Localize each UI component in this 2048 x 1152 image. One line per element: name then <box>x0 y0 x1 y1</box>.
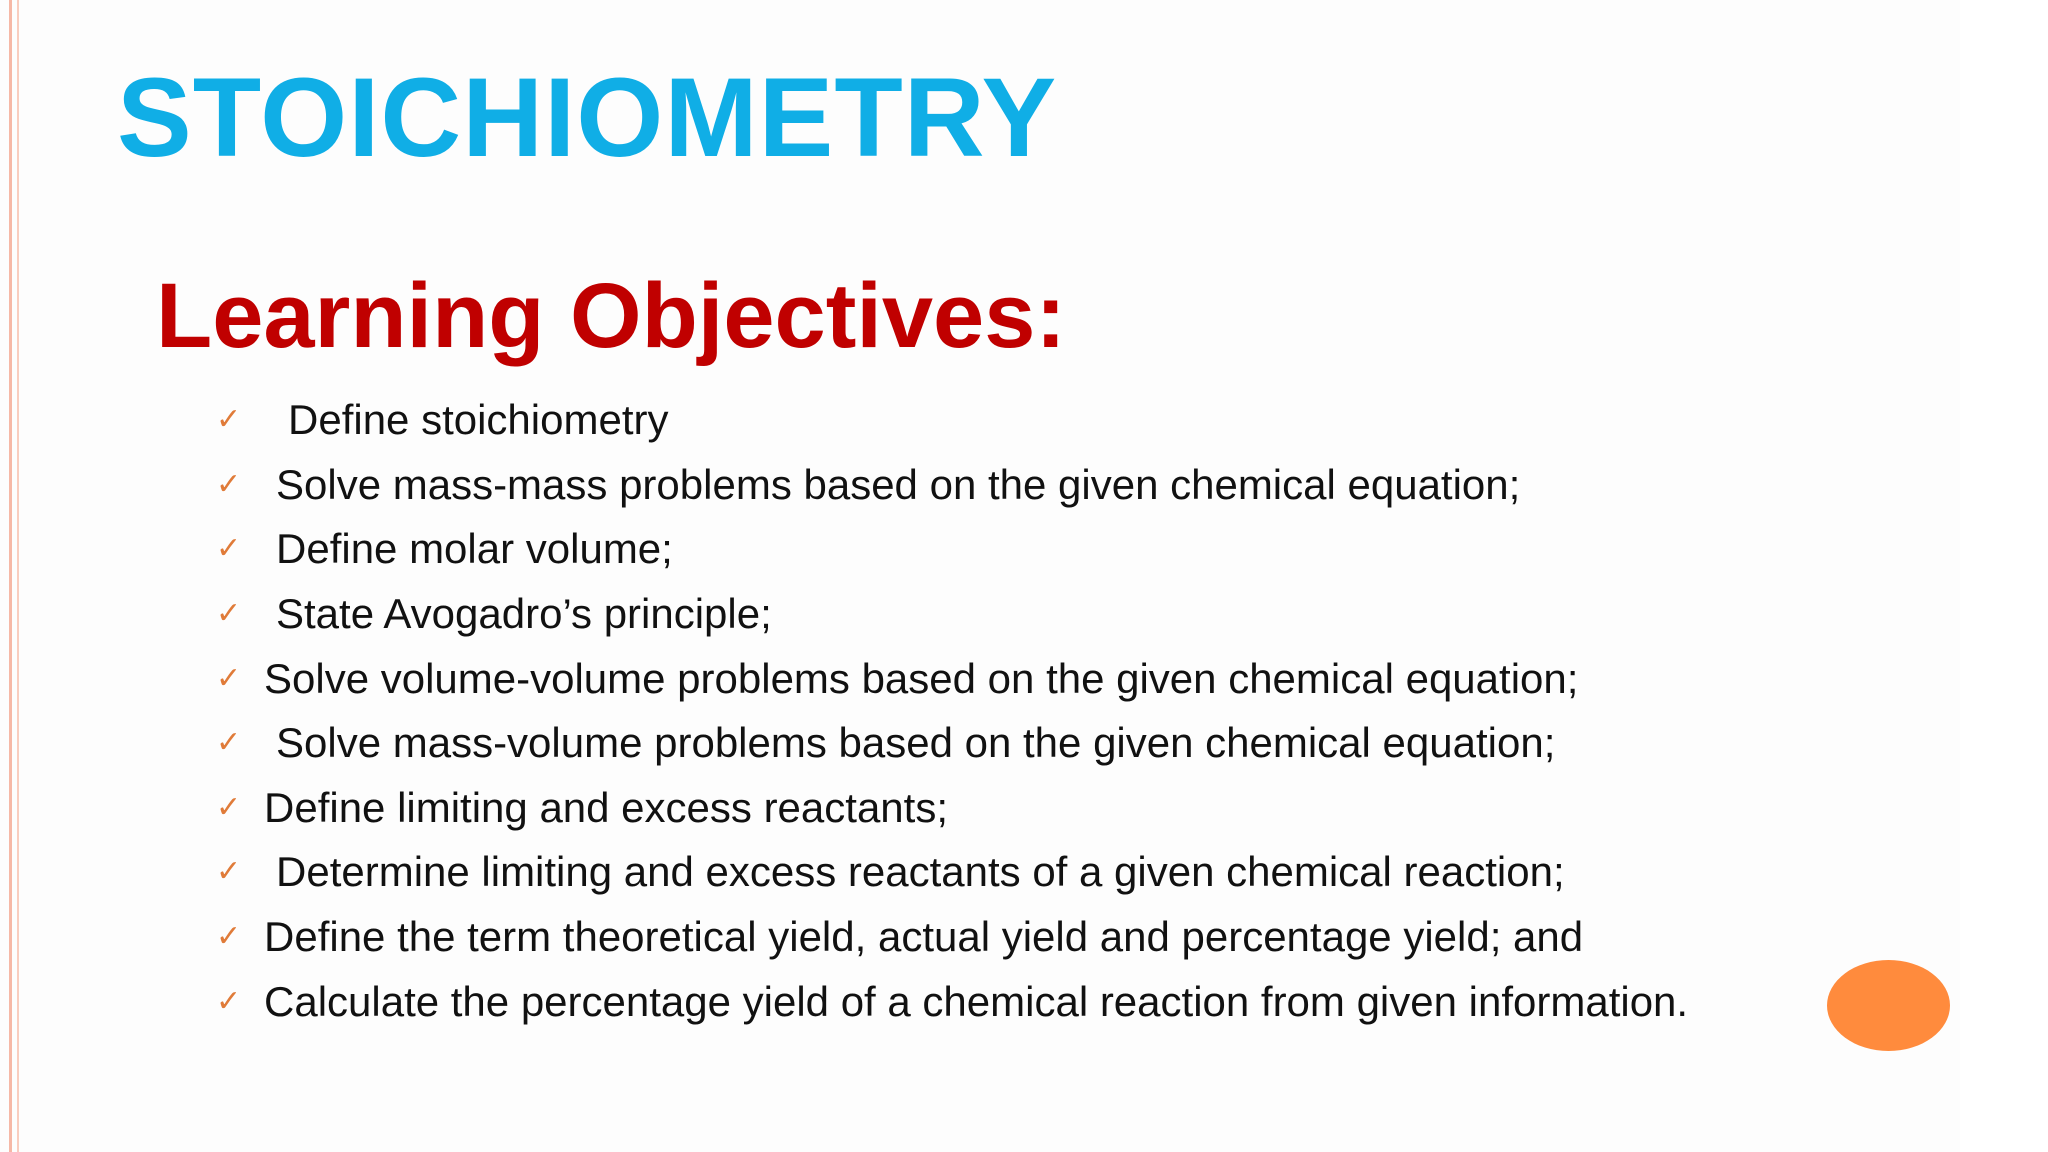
list-item <box>216 517 1688 582</box>
objective-text: Solve mass-volume problems based on the given chemical equation; <box>276 719 1556 767</box>
check-icon: ✓ <box>216 466 242 502</box>
objective-text: State Avogadro’s principle; <box>276 590 772 638</box>
left-border-line <box>9 0 12 1152</box>
objective-text: Define the term theoretical yield, actual yield and percentage yield; and <box>264 913 1584 961</box>
list-item <box>216 646 1688 711</box>
objective-text: Solve mass-mass problems based on the given chemical equation; <box>276 460 1521 508</box>
list-item <box>216 969 1688 1034</box>
check-icon: ✓ <box>216 725 242 761</box>
objective-text: Define molar volume; <box>276 525 673 573</box>
objectives-list <box>216 388 1688 1034</box>
slide-subtitle: Learning Objectives: <box>156 265 1067 367</box>
list-item <box>216 711 1688 776</box>
objective-text: Define limiting and excess reactants; <box>264 783 948 831</box>
check-icon: ✓ <box>216 789 242 825</box>
left-border-line-inner <box>17 0 19 1152</box>
list-item <box>216 453 1688 518</box>
check-icon: ✓ <box>216 531 242 567</box>
orange-circle-decoration <box>1827 960 1950 1051</box>
check-icon: ✓ <box>216 983 242 1019</box>
objective-text: Determine limiting and excess reactants of a given chemical reaction; <box>276 848 1565 896</box>
slide-title: STOICHIOMETRY <box>117 55 1058 180</box>
check-icon: ✓ <box>216 854 242 890</box>
check-icon: ✓ <box>216 919 242 955</box>
right-decorative-band <box>1960 0 2048 1152</box>
objective-text: Define stoichiometry <box>288 396 669 444</box>
list-item <box>216 582 1688 647</box>
list-item <box>216 905 1688 970</box>
list-item <box>216 776 1688 841</box>
check-icon: ✓ <box>216 660 242 696</box>
list-item <box>216 840 1688 905</box>
objective-text: Solve volume-volume problems based on the given chemical equation; <box>264 654 1579 702</box>
check-icon: ✓ <box>216 596 242 632</box>
objective-text: Calculate the percentage yield of a chemical reaction from given information. <box>264 977 1689 1025</box>
list-item <box>216 388 1688 453</box>
check-icon: ✓ <box>216 402 242 438</box>
